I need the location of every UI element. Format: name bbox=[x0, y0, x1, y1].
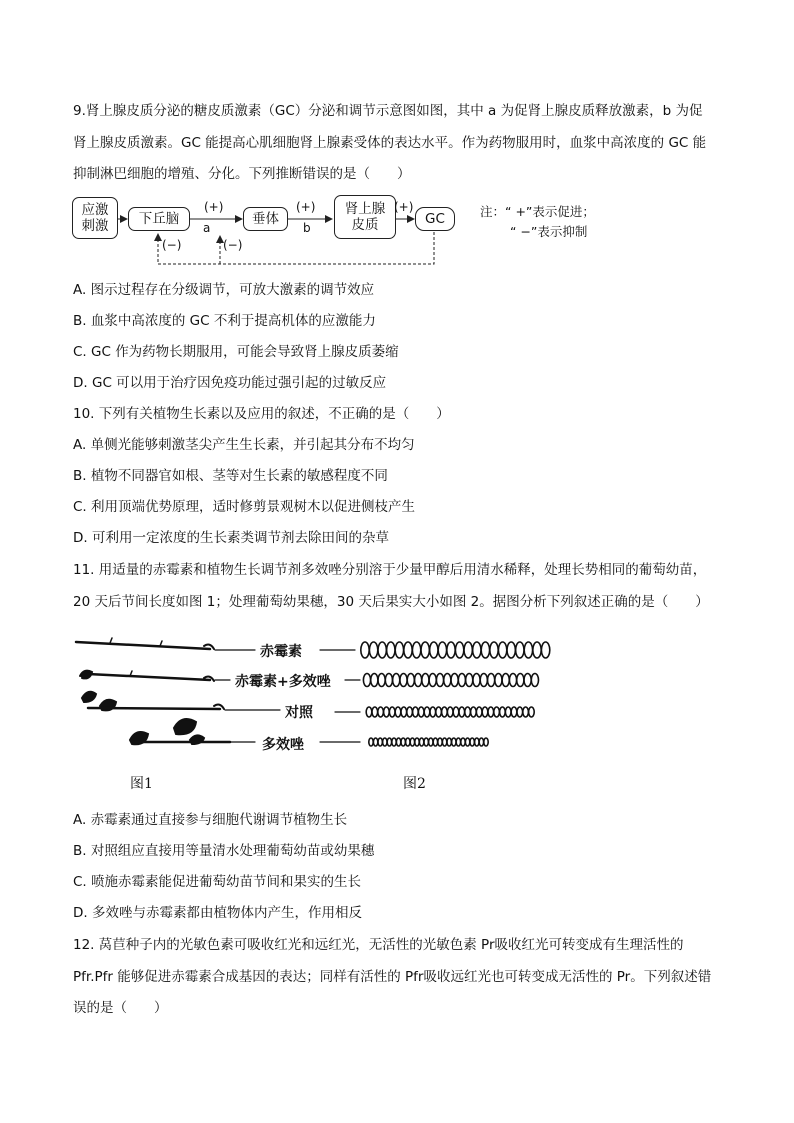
fruit-bead bbox=[482, 707, 488, 717]
fruit-bead bbox=[447, 707, 453, 717]
q11-option-a: A. 赤霉素通过直接参与细胞代谢调节植物生长 bbox=[73, 812, 348, 828]
box1-line2: 刺激 bbox=[81, 218, 109, 234]
box1-line1: 应激 bbox=[81, 202, 109, 218]
fruit-bead bbox=[459, 707, 465, 717]
fruit-bead bbox=[488, 707, 494, 717]
fruit-bead bbox=[533, 642, 541, 658]
q12-stem-line1: 12. 莴苣种子内的光敏色素可吸收红光和远红光，无活性的光敏色素 Pr吸收红光可转变成有生理活性的 bbox=[73, 937, 684, 953]
fruit-bead bbox=[424, 707, 430, 717]
q10-stem: 10. 下列有关植物生长素以及应用的叙述，不正确的是（ ） bbox=[73, 406, 450, 422]
fruit-bead bbox=[369, 738, 373, 746]
fruit-bead bbox=[378, 707, 384, 717]
gc-box: GC bbox=[415, 207, 455, 231]
fruit-bead bbox=[436, 707, 442, 717]
fruit-bead bbox=[421, 642, 429, 658]
fruit-bead bbox=[465, 738, 469, 746]
fruit-bead bbox=[495, 674, 502, 687]
fruit-bead bbox=[451, 674, 458, 687]
minus-label-2: (−) bbox=[223, 238, 243, 252]
fruit-bead bbox=[389, 707, 395, 717]
fruit-bead bbox=[466, 674, 473, 687]
fruit-bead bbox=[384, 707, 390, 717]
seedling-gibberellin-paclobutrazol bbox=[80, 671, 214, 681]
fruit-bead bbox=[516, 642, 524, 658]
fruit-bead bbox=[461, 738, 465, 746]
fruit-bead bbox=[480, 674, 487, 687]
q9-stem-line1: 9.肾上腺皮质分泌的糖皮质激素（GC）分泌和调节示意图如图，其中 a 为促肾上腺皮质释放激素，b 为促 bbox=[73, 103, 703, 119]
fruit-bead bbox=[442, 738, 446, 746]
q11-figure bbox=[70, 628, 570, 794]
box4-line1: 肾上腺 bbox=[344, 201, 386, 217]
fruit-bead bbox=[429, 738, 433, 746]
seedling-paclobutrazol bbox=[130, 719, 230, 744]
fruit-bead bbox=[387, 738, 391, 746]
fruit-bead bbox=[541, 642, 549, 658]
fruit-bead bbox=[505, 707, 511, 717]
fruit-bead bbox=[465, 707, 471, 717]
fruit-bead bbox=[378, 674, 385, 687]
fruit-bead bbox=[458, 674, 465, 687]
figure-drawing bbox=[70, 628, 570, 768]
hypothalamus-box: 下丘脑 bbox=[128, 207, 190, 231]
plus-label-1: (+) bbox=[204, 200, 224, 214]
fruit-bead bbox=[407, 674, 414, 687]
fruit-bead bbox=[373, 738, 377, 746]
fruit-bead bbox=[419, 738, 423, 746]
fruit-bead bbox=[401, 707, 407, 717]
fruit-bead bbox=[363, 674, 370, 687]
q10-option-d: D. 可利用一定浓度的生长素类调节剂去除田间的杂草 bbox=[73, 530, 389, 546]
plus-label-3: (+) bbox=[394, 200, 414, 214]
q12-stem-line2: Pfr.Pfr 能够促进赤霉素合成基因的表达；同样有活性的 Pfr吸收远红光也可转变成无活性的 Pr。下列叙述错 bbox=[73, 969, 712, 985]
fruit-bead bbox=[442, 707, 448, 717]
fruit-bead bbox=[529, 707, 535, 717]
fruit-bead bbox=[412, 642, 420, 658]
seedling-gibberellin bbox=[76, 638, 214, 649]
fruit-bead bbox=[400, 674, 407, 687]
fruit-bead bbox=[438, 642, 446, 658]
fruit-bead bbox=[523, 707, 529, 717]
fruit-bead bbox=[438, 738, 442, 746]
fruit-bead bbox=[429, 674, 436, 687]
fruit-bead bbox=[361, 642, 369, 658]
fruit-bead bbox=[447, 738, 451, 746]
label-paclobutrazol: 多效唑 bbox=[262, 737, 304, 753]
q9-regulation-diagram bbox=[70, 192, 630, 272]
figure-1-caption: 图1 bbox=[130, 776, 153, 792]
fruit-bead bbox=[430, 642, 438, 658]
fruit-bead bbox=[395, 642, 403, 658]
fruit-bead bbox=[517, 707, 523, 717]
fruit-bead bbox=[517, 674, 524, 687]
fruit-bead bbox=[392, 738, 396, 746]
fruit-bead bbox=[396, 738, 400, 746]
figure-2-caption: 图2 bbox=[403, 776, 426, 792]
plus-label-2: (+) bbox=[296, 200, 316, 214]
fruit-bead bbox=[502, 674, 509, 687]
fruit-bead bbox=[484, 738, 488, 746]
fruit-bead bbox=[447, 642, 455, 658]
fruit-bead bbox=[369, 642, 377, 658]
q9-stem-line2: 肾上腺皮质激素。GC 能提高心肌细胞肾上腺素受体的表达水平。作为药物服用时，血浆中高浓度的 GC 能 bbox=[73, 135, 707, 151]
label-gibberellin-paclobutrazol: 赤霉素+多效唑 bbox=[235, 674, 331, 690]
fruit-bead bbox=[455, 642, 463, 658]
fruit-bead bbox=[406, 738, 410, 746]
q10-option-b: B. 植物不同器官如根、茎等对生长素的敏感程度不同 bbox=[73, 468, 388, 484]
fruit-bead bbox=[479, 738, 483, 746]
fruit-bead bbox=[500, 707, 506, 717]
label-gibberellin: 赤霉素 bbox=[260, 644, 302, 660]
q10-option-a: A. 单侧光能够刺激茎尖产生生长素，并引起其分布不均匀 bbox=[73, 437, 415, 453]
fruit-bead bbox=[456, 738, 460, 746]
fruit-bead bbox=[490, 642, 498, 658]
fruit-bead bbox=[511, 707, 517, 717]
adrenal-cortex-box bbox=[334, 195, 396, 239]
fruit-bead bbox=[444, 674, 451, 687]
fruit-bead bbox=[464, 642, 472, 658]
label-b: b bbox=[303, 221, 311, 235]
fruit-bead bbox=[371, 674, 378, 687]
fruit-bead bbox=[413, 707, 419, 717]
fruit-bead bbox=[393, 674, 400, 687]
fruit-bead bbox=[410, 738, 414, 746]
fruit-bead bbox=[494, 707, 500, 717]
q10-option-c: C. 利用顶端优势原理，适时修剪景观树木以促进侧枝产生 bbox=[73, 499, 416, 515]
fruit-bead bbox=[531, 674, 538, 687]
q9-option-a: A. 图示过程存在分级调节，可放大激素的调节效应 bbox=[73, 282, 375, 298]
q11-option-c: C. 喷施赤霉素能促进葡萄幼苗节间和果实的生长 bbox=[73, 874, 362, 890]
fruit-bead bbox=[453, 707, 459, 717]
fruit-bead bbox=[470, 738, 474, 746]
q9-option-d: D. GC 可以用于治疗因免疫功能过强引起的过敏反应 bbox=[73, 375, 387, 391]
fruit-bead bbox=[372, 707, 378, 717]
fruit-bead bbox=[430, 707, 436, 717]
box4-line2: 皮质 bbox=[351, 217, 379, 233]
fruit-bead bbox=[452, 738, 456, 746]
fruit-bead bbox=[507, 642, 515, 658]
q9-option-c: C. GC 作为药物长期服用，可能会导致肾上腺皮质萎缩 bbox=[73, 344, 399, 360]
q11-option-b: B. 对照组应直接用等量清水处理葡萄幼苗或幼果穗 bbox=[73, 843, 375, 859]
fruit-bead bbox=[378, 642, 386, 658]
minus-label-1: (−) bbox=[162, 238, 182, 252]
fruit-bead bbox=[424, 738, 428, 746]
fruit-bead bbox=[415, 674, 422, 687]
fruit-bead bbox=[475, 738, 479, 746]
fruit-bead bbox=[471, 707, 477, 717]
q11-option-d: D. 多效唑与赤霉素都由植物体内产生，作用相反 bbox=[73, 905, 362, 921]
fruit-bead bbox=[481, 642, 489, 658]
fruit-bead bbox=[422, 674, 429, 687]
fruit-rows bbox=[361, 642, 550, 746]
fruit-bead bbox=[385, 674, 392, 687]
fruit-bead bbox=[401, 738, 405, 746]
fruit-bead bbox=[395, 707, 401, 717]
fruit-bead bbox=[509, 674, 516, 687]
fruit-bead bbox=[415, 738, 419, 746]
fruit-bead bbox=[404, 642, 412, 658]
seedling-control bbox=[82, 692, 224, 711]
q12-stem-line3: 误的是（ ） bbox=[73, 1000, 168, 1016]
diagram-note-line1: 注：“ +”表示促进； bbox=[480, 204, 595, 219]
fruit-bead bbox=[488, 674, 495, 687]
fruit-bead bbox=[378, 738, 382, 746]
fruit-bead bbox=[473, 642, 481, 658]
fruit-bead bbox=[476, 707, 482, 717]
fruit-bead bbox=[498, 642, 506, 658]
diagram-note-line2: “ −”表示抑制 bbox=[510, 224, 588, 239]
label-control: 对照 bbox=[285, 705, 313, 721]
fruit-bead bbox=[524, 674, 531, 687]
fruit-bead bbox=[407, 707, 413, 717]
label-a: a bbox=[203, 221, 211, 235]
q11-stem-line2: 20 天后节间长度如图 1；处理葡萄幼果穗，30 天后果实大小如图 2。据图分析下列叙述正确的是（ ） bbox=[73, 594, 709, 610]
q11-stem-line1: 11. 用适量的赤霉素和植物生长调节剂多效唑分别溶于少量甲醇后用清水稀释，处理长势相同的葡萄幼苗， bbox=[73, 562, 707, 578]
fruit-bead bbox=[436, 674, 443, 687]
fruit-bead bbox=[387, 642, 395, 658]
fruit-bead bbox=[473, 674, 480, 687]
q9-stem-line3: 抑制淋巴细胞的增殖、分化。下列推断错误的是（ ） bbox=[73, 166, 411, 182]
fruit-bead bbox=[433, 738, 437, 746]
fruit-bead bbox=[366, 707, 372, 717]
fruit-bead bbox=[524, 642, 532, 658]
stress-stimulus-box bbox=[72, 197, 118, 239]
q9-option-b: B. 血浆中高浓度的 GC 不利于提高机体的应激能力 bbox=[73, 313, 376, 329]
pituitary-box: 垂体 bbox=[243, 207, 288, 231]
fruit-bead bbox=[418, 707, 424, 717]
fruit-bead bbox=[383, 738, 387, 746]
